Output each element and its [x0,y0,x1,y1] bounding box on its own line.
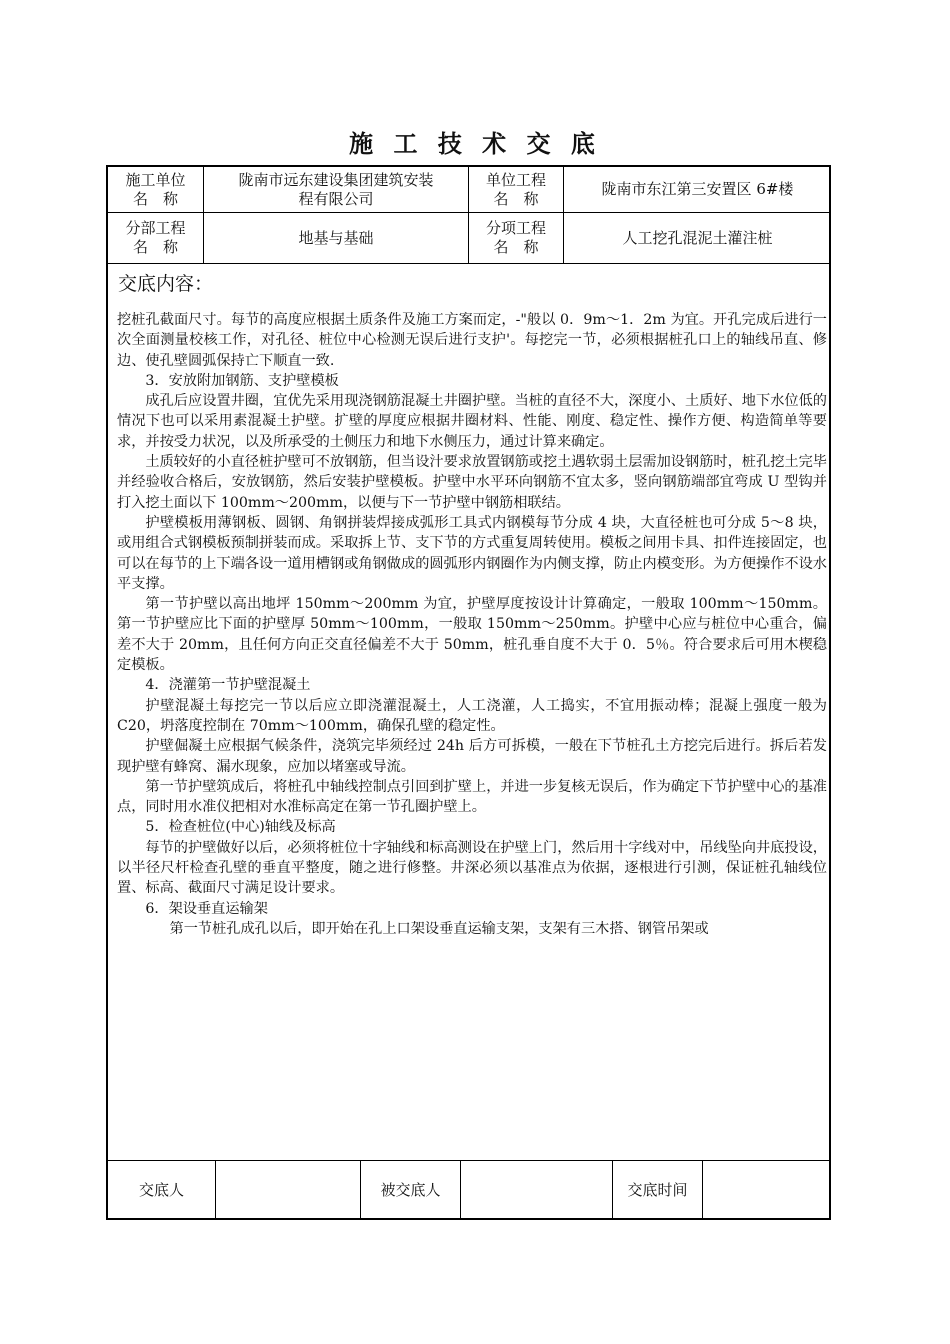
paragraph: 第一节桩孔成孔以后，即开始在孔上口架设垂直运输支架，支架有三木搭、钢管吊架或 [169,920,709,937]
label-line: 名 称 [132,189,178,208]
division-project-label [108,213,203,263]
paragraph: 每节的护壁做好以后，必须将桩位十字轴线和标高测设在护壁上门，然后用十字线对中，吊线坠向井底投设，以半径尺杆检查孔壁的垂直平整度，随之进行修整。井深必须以基准点为依据，逐根进行引测，保证桩孔轴线位置、标高、截面尺寸满足设计要求。 [117,839,827,897]
content-heading: 交底内容： [118,273,214,295]
disclosure-time-label: 交底时间 [627,1181,688,1199]
content-body [117,310,827,939]
page-title: 施 工 技 术 交 底 [349,129,601,158]
disclosure-time-value[interactable] [703,1161,831,1220]
label-line: 名 称 [493,238,539,256]
construction-unit-label [108,167,203,212]
value-line: 陇南市远东建设集团建筑安装 [238,170,434,189]
subitem-project-value: 人工挖孔混泥土灌注桩 [622,228,773,247]
paragraph: 土质较好的小直径桩护壁可不放钢筋，但当设汁要求放置钢筋或挖土遇软弱土层需加设钢筋时，桩孔挖土完毕并经验收合格后，安放钢筋，然后安装护壁模板。护壁中水平环向钢筋不宜太多，竖向钢筋端部宜弯成 U 型钩并打入挖土面以下 100mm～200mm，以便与下一节护壁中钢筋相联结。 [117,454,827,511]
label-line: 名 称 [132,238,178,256]
row-divider [108,263,831,264]
recipient-label: 被交底人 [380,1181,441,1199]
unit-project-label [469,167,563,212]
label-line: 名 称 [493,189,539,208]
label-line: 单位工程 [485,170,546,189]
label-line: 分项工程 [485,219,546,237]
paragraph: 挖桩孔截面尺寸。每节的高度应根据土质条件及施工方案而定，-"般以 0．9m～1．2m 为宜。开孔完成后进行一次全面测量校核工作，对孔径、桩位中心检测无误后进行支护'。每挖完一节，必须根据桩孔口上的轴线吊直、修边、使孔壁圆弧保持亡下顺直一致. [117,312,827,369]
paragraph: 4．浇灌第一节护壁混凝土 [145,677,311,694]
paragraph: 5．检查桩位(中心)轴线及标高 [145,819,336,836]
recipient-value[interactable] [461,1161,612,1220]
label-line: 施工单位 [125,170,186,189]
discloser-value[interactable] [216,1161,360,1220]
paragraph: 第一节护壁筑成后，将桩孔中轴线控制点引回到扩壁上，并进一步复核无误后，作为确定下节护壁中心的基准点，同时用水准仪把相对水准标高定在第一节孔圈护壁上。 [117,778,827,816]
subitem-project-label [469,213,563,263]
construction-unit-value [204,167,468,212]
paragraph: 3．安放附加钢筋、支护壁模板 [145,372,339,389]
paragraph: 护壁模板用薄钢板、圆钢、角钢拼装焊接成弧形工具式内钢模每节分成 4 块，大直径桩也可分成 5～8 块，或用组合式钢模板预制拼装而成。采取拆上节、支下节的方式重复周转使用。模板之间用卡具、扣件连接固定，也可以在每节的上下端各设一道用槽钢或角钢做成的圆弧形内钢圈作为内侧支撑，防止内模变形。为方便操作不设水平支撑。 [117,514,827,592]
paragraph: 护壁混凝土每挖完一节以后应立即浇灌混凝土，人工浇灌，人工捣实，不宜用振动棒；混凝上强度一般为 C20，坍落度控制在 70mm～100mm，确保孔壁的稳定性。 [117,697,827,734]
paragraph: 护壁倔凝土应根据气候条件，浇筑完毕须经过 24h 后方可拆模，一般在下节桩孔土方挖完后进行。拆后若发现护壁有蜂窝、漏水现象，应加以堵塞或导流。 [117,738,827,775]
paragraph: 第一节护壁以高出地坪 150mm～200mm 为宜，护壁厚度按设计计算确定，一般取 100mm～150mm。第一节护壁应比下面的护壁厚 50mm～100mm，一般取 150mm～250mm。护壁中心应与桩位中心重合，偏差不大于 20mm，且任何方向正交直径偏差不大于 50mm，桩孔垂自度不大于 0．5％。符合要求后可用木楔稳定模板。 [117,596,827,674]
division-project-value: 地基与基础 [298,228,374,247]
discloser-label: 交底人 [138,1181,184,1199]
value-line: 程有限公司 [298,189,374,208]
unit-project-value: 陇南市东江第三安置区 6#楼 [601,180,794,198]
paragraph: 成孔后应设置井圈，宜优先采用现浇钢筋混凝土井圈护壁。当桩的直径不大，深度小、土质好、地下水位低的情况下也可以采用素混凝土护壁。扩壁的厚度应根据井圈材料、性能、刚度、稳定性、操作方便、构造简单等要求，并按受力状况，以及所承受的土侧压力和地下水侧压力，通过计算来确定。 [117,393,827,450]
label-line: 分部工程 [125,219,186,237]
disclosure-form [106,165,831,1220]
paragraph: 6．架设垂直运输架 [145,900,268,917]
